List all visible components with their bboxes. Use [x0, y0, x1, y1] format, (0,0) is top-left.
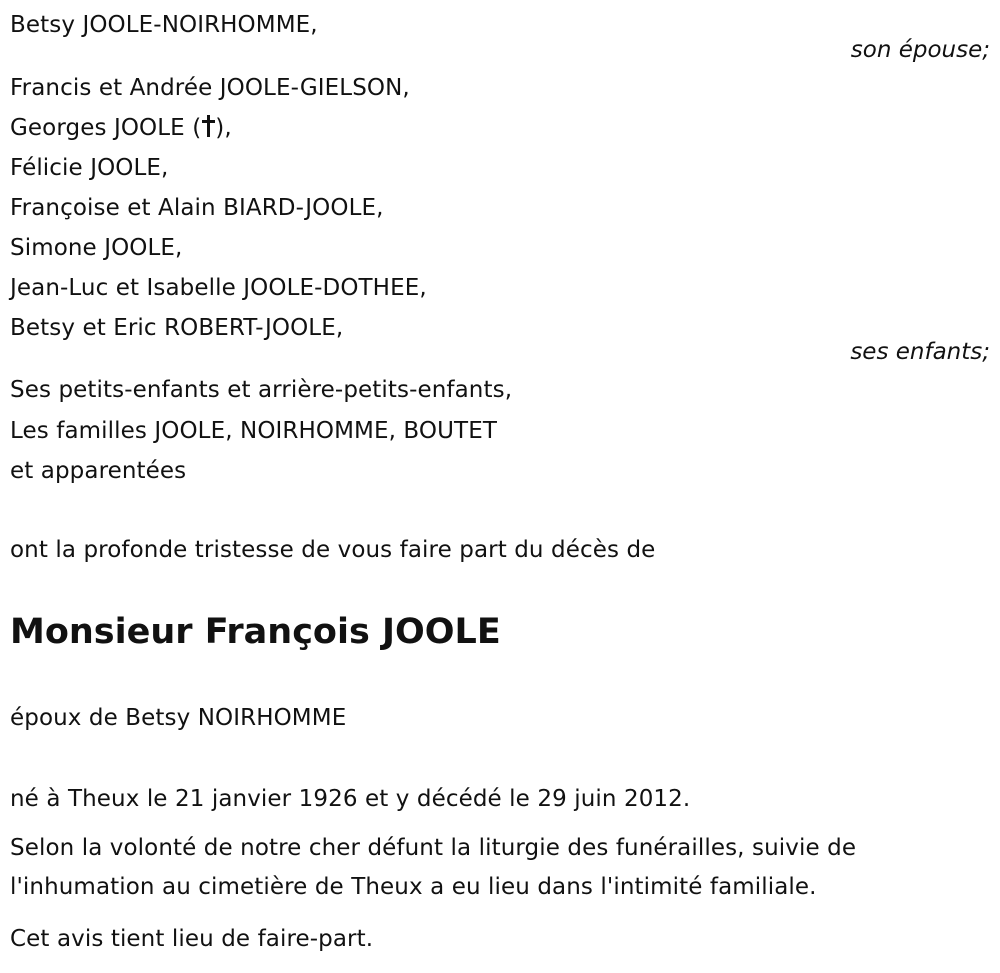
funeral-line: l'inhumation au cimetière de Theux a eu lieu dans l'intimité familiale. [10, 874, 817, 900]
child-name: Georges JOOLE [10, 115, 185, 141]
relatives-line: et apparentées [10, 458, 187, 484]
closing-line: Cet avis tient lieu de faire-part. [10, 926, 374, 952]
child-line: Jean-Luc et Isabelle JOOLE-DOTHEE, [10, 275, 427, 301]
child-line: Françoise et Alain BIARD-JOOLE, [10, 195, 384, 221]
announcement: ont la profonde tristesse de vous faire part du décès de [10, 537, 656, 563]
spouse-role: son épouse; [850, 37, 990, 63]
child-line-deceased [10, 113, 232, 143]
child-line: Félicie JOOLE, [10, 155, 169, 181]
cross-icon [202, 115, 214, 137]
child-line: Simone JOOLE, [10, 235, 183, 261]
children-role: ses enfants; [850, 339, 990, 365]
deceased-suffix: ), [215, 115, 232, 141]
child-line: Betsy et Eric ROBERT-JOOLE, [10, 315, 344, 341]
spouse-of: époux de Betsy NOIRHOMME [10, 705, 347, 731]
spouse-line: Betsy JOOLE-NOIRHOMME, [10, 12, 318, 38]
deceased-name: Monsieur François JOOLE [10, 612, 501, 652]
child-line: Francis et Andrée JOOLE-GIELSON, [10, 75, 410, 101]
funeral-line: Selon la volonté de notre cher défunt la liturgie des funérailles, suivie de [10, 835, 857, 861]
birth-death: né à Theux le 21 janvier 1926 et y décédé le 29 juin 2012. [10, 786, 691, 812]
relatives-line: Les familles JOOLE, NOIRHOMME, BOUTET [10, 418, 497, 444]
deceased-prefix: ( [192, 115, 202, 141]
relatives-line: Ses petits-enfants et arrière-petits-enfants, [10, 377, 513, 403]
